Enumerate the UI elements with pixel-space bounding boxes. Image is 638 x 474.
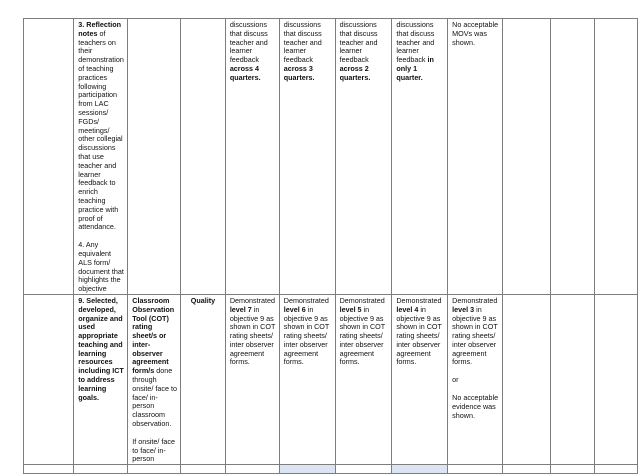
rubric-table bbox=[23, 18, 638, 474]
blank-cell bbox=[181, 465, 226, 474]
level-4-cell: discussions that discuss teacher and learner feedback across 3 quarters. bbox=[279, 19, 335, 295]
table-row bbox=[24, 465, 638, 474]
table-row bbox=[24, 294, 638, 464]
blank-cell bbox=[181, 19, 226, 295]
table-row bbox=[24, 19, 638, 295]
blank-cell bbox=[225, 465, 279, 474]
level-2-cell: Demonstrated level 4 in objective 9 as shown in COT rating sheets/ inter observer agreement forms. bbox=[392, 294, 448, 464]
level-4-cell: Demonstrated level 6 in objective 9 as shown in COT rating sheets/ inter observer agreement forms. bbox=[279, 294, 335, 464]
mov-item-4: 4. Any equivalent ALS form/ document that highlights the objective bbox=[78, 240, 124, 294]
blank-cell bbox=[595, 19, 638, 295]
blank-cell bbox=[24, 465, 74, 474]
blank-cell bbox=[24, 294, 74, 464]
blank-cell bbox=[551, 19, 595, 295]
mov-note: If onsite/ face to face/ in-person bbox=[132, 436, 175, 464]
blank-cell bbox=[595, 294, 638, 464]
mov-item-3: 3. Reflection notes of teachers on their demonstration of teaching practices following participation from LAC sessions/ FGDs/ meetings/ other collegial discussions that use teacher and learner feedback to enrich teaching practice with proof of attendance. bbox=[78, 20, 124, 232]
blank-cell bbox=[503, 465, 551, 474]
objective-cell: 9. Selected, developed, organize and used appropriate teaching and learning resources including ICT to address learning goals. bbox=[74, 294, 128, 464]
blank-cell bbox=[503, 19, 551, 295]
blank-cell bbox=[503, 294, 551, 464]
mov-cell bbox=[74, 19, 128, 295]
blank-cell bbox=[448, 465, 503, 474]
shaded-cell bbox=[279, 465, 335, 474]
level-3-cell: discussions that discuss teacher and learner feedback across 2 quarters. bbox=[335, 19, 392, 295]
level-5-cell: discussions that discuss teacher and learner feedback across 4 quarters. bbox=[225, 19, 279, 295]
level-1-cell: Demonstrated level 3 in objective 9 as shown in COT rating sheets/ inter observer agreement forms. or No acceptable evidence was shown. bbox=[448, 294, 503, 464]
blank-cell bbox=[335, 465, 392, 474]
blank-cell bbox=[551, 294, 595, 464]
or-label: or bbox=[452, 375, 459, 385]
type-cell: Quality bbox=[181, 294, 226, 464]
level-2-cell: discussions that discuss teacher and learner feedback in only 1 quarter. bbox=[392, 19, 448, 295]
level-3-cell: Demonstrated level 5 in objective 9 as shown in COT rating sheets/ inter observer agreement forms. bbox=[335, 294, 392, 464]
level-1-cell: No acceptable MOVs was shown. bbox=[448, 19, 503, 295]
alt-evidence-text: No acceptable evidence was shown. bbox=[452, 393, 499, 420]
type-cell bbox=[128, 19, 181, 295]
level-5-cell: Demonstrated level 7 in objective 9 as shown in COT rating sheets/ inter observer agreement forms. bbox=[225, 294, 279, 464]
blank-cell bbox=[128, 465, 181, 474]
shaded-cell bbox=[392, 465, 448, 474]
blank-cell bbox=[595, 465, 638, 474]
blank-cell bbox=[74, 465, 128, 474]
mov-text: Classroom Observation Tool (COT) rating sheet/s or inter-observer agreement form/s done through onsite/ face to face/ in-person classroom observation. bbox=[132, 295, 177, 429]
objective-cell bbox=[24, 19, 74, 295]
blank-cell bbox=[551, 465, 595, 474]
mov-cell bbox=[128, 294, 181, 464]
